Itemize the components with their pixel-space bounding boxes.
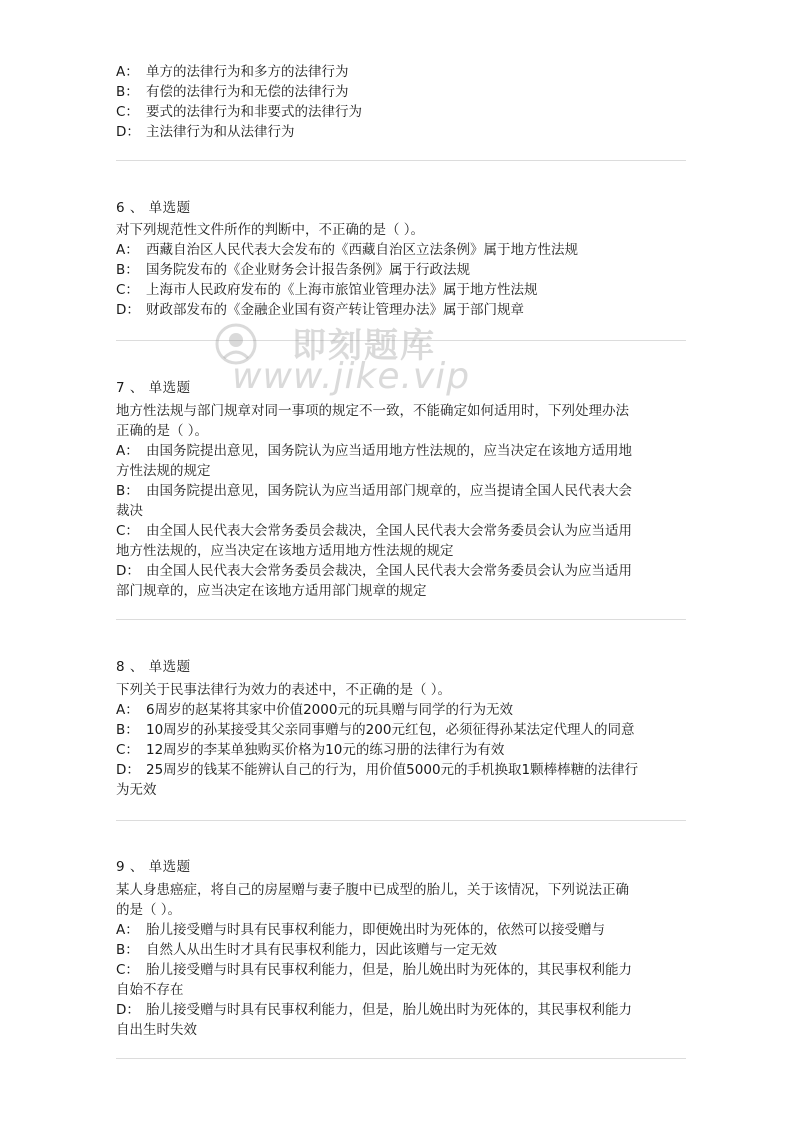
option-a-cont: 方性法规的规定 (116, 463, 211, 479)
option-a: A： 由国务院提出意见，国务院认为应当适用地方性法规的，应当决定在该地方适用地 (116, 443, 632, 459)
question-header: 8 、 单选题 (116, 659, 191, 675)
option-b-cont: 裁决 (116, 503, 143, 519)
option-c: C： 由全国人民代表大会常务委员会裁决，全国人民代表大会常务委员会认为应当适用 (116, 523, 632, 539)
option-a: A： 6周岁的赵某将其家中价值2000元的玩具赠与同学的行为无效 (116, 702, 513, 718)
option-d: D： 25周岁的钱某不能辨认自己的行为，用价值5000元的手机换取1颗棒棒糖的法律行 (116, 762, 639, 778)
option-d-cont: 为无效 (116, 782, 157, 798)
question-stem: 地方性法规与部门规章对同一事项的规定不一致，不能确定如何适用时，下列处理办法 (116, 403, 629, 419)
question-stem-cont: 的是（ ）。 (116, 902, 182, 918)
question-header: 9 、 单选题 (116, 859, 191, 875)
option-a: A： 西藏自治区人民代表大会发布的《西藏自治区立法条例》属于地方性法规 (116, 242, 578, 258)
watermark-url-text: www.jike.vip (232, 356, 471, 397)
question-stem: 下列关于民事法律行为效力的表述中，不正确的是（ ）。 (116, 682, 452, 698)
option-b: B： 国务院发布的《企业财务会计报告条例》属于行政法规 (116, 262, 470, 278)
divider (116, 820, 686, 821)
question-stem-cont: 正确的是（ ）。 (116, 423, 209, 439)
option-d: D： 由全国人民代表大会常务委员会裁决，全国人民代表大会常务委员会认为应当适用 (116, 563, 632, 579)
option-b: B： 有偿的法律行为和无偿的法律行为 (116, 84, 349, 100)
question-stem: 某人身患癌症，将自己的房屋赠与妻子腹中已成型的胎儿，关于该情况，下列说法正确 (116, 882, 629, 898)
option-c: C： 上海市人民政府发布的《上海市旅馆业管理办法》属于地方性法规 (116, 282, 538, 298)
divider (116, 619, 686, 620)
option-c-cont: 自始不存在 (116, 982, 184, 998)
divider (116, 1058, 686, 1059)
question-stem: 对下列规范性文件所作的判断中，不正确的是（ ）。 (116, 222, 425, 238)
watermark-cn-text: 即刻题库 (292, 326, 436, 366)
option-c-cont: 地方性法规的，应当决定在该地方适用地方性法规的规定 (116, 543, 454, 559)
question-header: 6 、 单选题 (116, 200, 191, 216)
question-header: 7 、 单选题 (116, 380, 191, 396)
option-b: B： 由国务院提出意见，国务院认为应当适用部门规章的，应当提请全国人民代表大会 (116, 483, 632, 499)
option-d: D： 主法律行为和从法律行为 (116, 124, 295, 140)
watermark-logo-icon (214, 322, 258, 366)
divider (116, 160, 686, 161)
divider (116, 340, 686, 341)
option-c: C： 胎儿接受赠与时具有民事权利能力，但是，胎儿娩出时为死体的，其民事权利能力 (116, 962, 632, 978)
option-d: D： 财政部发布的《金融企业国有资产转让管理办法》属于部门规章 (116, 302, 524, 318)
option-b: B： 自然人从出生时才具有民事权利能力，因此该赠与一定无效 (116, 942, 497, 958)
option-a: A： 单方的法律行为和多方的法律行为 (116, 64, 349, 80)
option-d-cont: 部门规章的，应当决定在该地方适用部门规章的规定 (116, 583, 427, 599)
option-d: D： 胎儿接受赠与时具有民事权利能力，但是，胎儿娩出时为死体的，其民事权利能力 (116, 1002, 632, 1018)
option-c: C： 12周岁的李某单独购买价格为10元的练习册的法律行为有效 (116, 742, 505, 758)
option-d-cont: 自出生时失效 (116, 1022, 197, 1038)
option-b: B： 10周岁的孙某接受其父亲同事赠与的200元红包，必须征得孙某法定代理人的同意 (116, 722, 635, 738)
option-c: C： 要式的法律行为和非要式的法律行为 (116, 104, 362, 120)
option-a: A： 胎儿接受赠与时具有民事权利能力，即便娩出时为死体的，依然可以接受赠与 (116, 922, 605, 938)
